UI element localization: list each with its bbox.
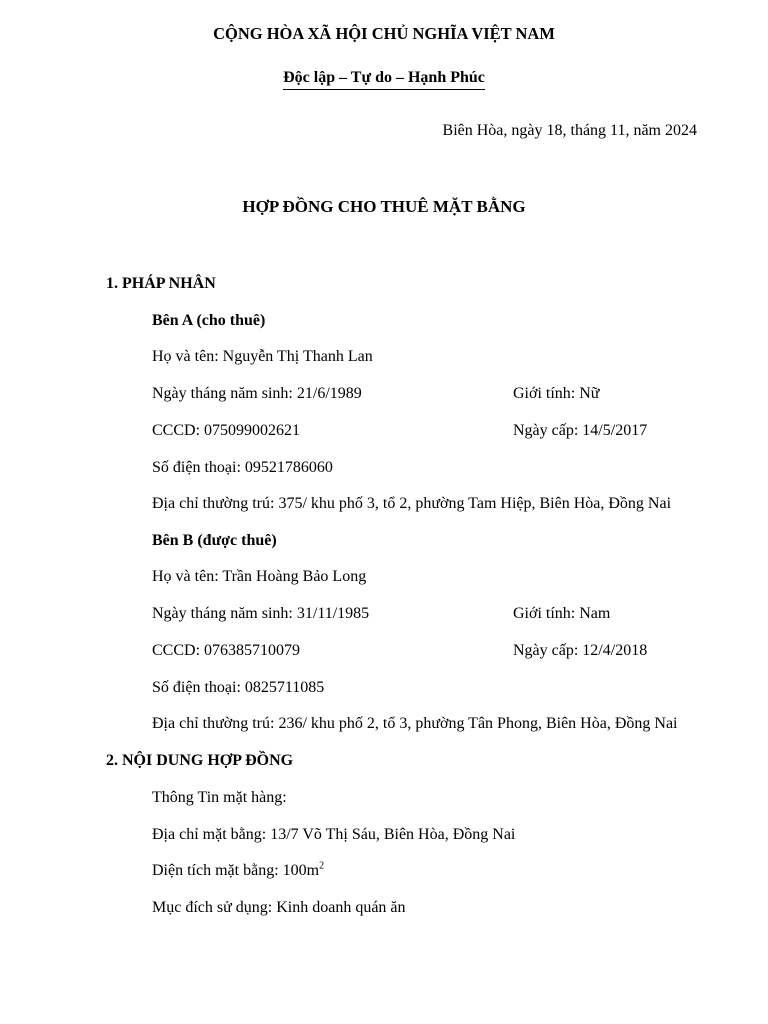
party-b-name: Họ và tên: Trần Hoàng Bảo Long <box>152 568 367 585</box>
party-b-gender: Giới tính: Nam <box>513 605 611 622</box>
motto: Độc lập – Tự do – Hạnh Phúc <box>283 68 485 90</box>
party-b-address: Địa chỉ thường trú: 236/ khu phố 2, tổ 3, phường Tân Phong, Biên Hòa, Đồng Nai <box>152 715 678 732</box>
party-b-issue-date: Ngày cấp: 12/4/2018 <box>513 642 648 659</box>
party-b-dob: Ngày tháng năm sinh: 31/11/1985 <box>152 605 370 622</box>
goods-info-label: Thông Tin mặt hàng: <box>152 789 287 806</box>
party-b-phone: Số điện thoại: 0825711085 <box>152 679 325 696</box>
section-2-heading: 2. NỘI DUNG HỢP ĐỒNG <box>106 752 294 769</box>
premises-area-label: Diện tích mặt bằng: 100m <box>152 862 320 879</box>
place-date: Biên Hòa, ngày 18, tháng 11, năm 2024 <box>442 122 697 139</box>
party-b-cccd: CCCD: 076385710079 <box>152 642 301 659</box>
party-a-gender: Giới tính: Nữ <box>513 385 600 402</box>
section-1-heading: 1. PHÁP NHÂN <box>106 275 216 292</box>
usage-purpose: Mục đích sử dụng: Kinh doanh quán ăn <box>152 899 406 916</box>
party-a-dob: Ngày tháng năm sinh: 21/6/1989 <box>152 385 362 402</box>
party-a-name: Họ và tên: Nguyễn Thị Thanh Lan <box>152 348 373 365</box>
contract-title: HỢP ĐỒNG CHO THUÊ MẶT BẰNG <box>242 197 526 216</box>
party-b-heading: Bên B (được thuê) <box>152 532 277 549</box>
premises-address: Địa chỉ mặt bằng: 13/7 Võ Thị Sáu, Biên Hòa, Đồng Nai <box>152 826 516 843</box>
party-a-address: Địa chỉ thường trú: 375/ khu phố 3, tổ 2, phường Tam Hiệp, Biên Hòa, Đồng Nai <box>152 495 672 512</box>
party-a-cccd: CCCD: 075099002621 <box>152 422 301 439</box>
party-a-phone: Số điện thoại: 09521786060 <box>152 459 333 476</box>
premises-area <box>152 861 324 881</box>
party-a-heading: Bên A (cho thuê) <box>152 312 266 329</box>
national-title: CỘNG HÒA XÃ HỘI CHỦ NGHĨA VIỆT NAM <box>213 24 555 43</box>
party-a-issue-date: Ngày cấp: 14/5/2017 <box>513 422 648 439</box>
area-superscript: 2 <box>319 860 325 872</box>
motto-line <box>0 68 768 90</box>
